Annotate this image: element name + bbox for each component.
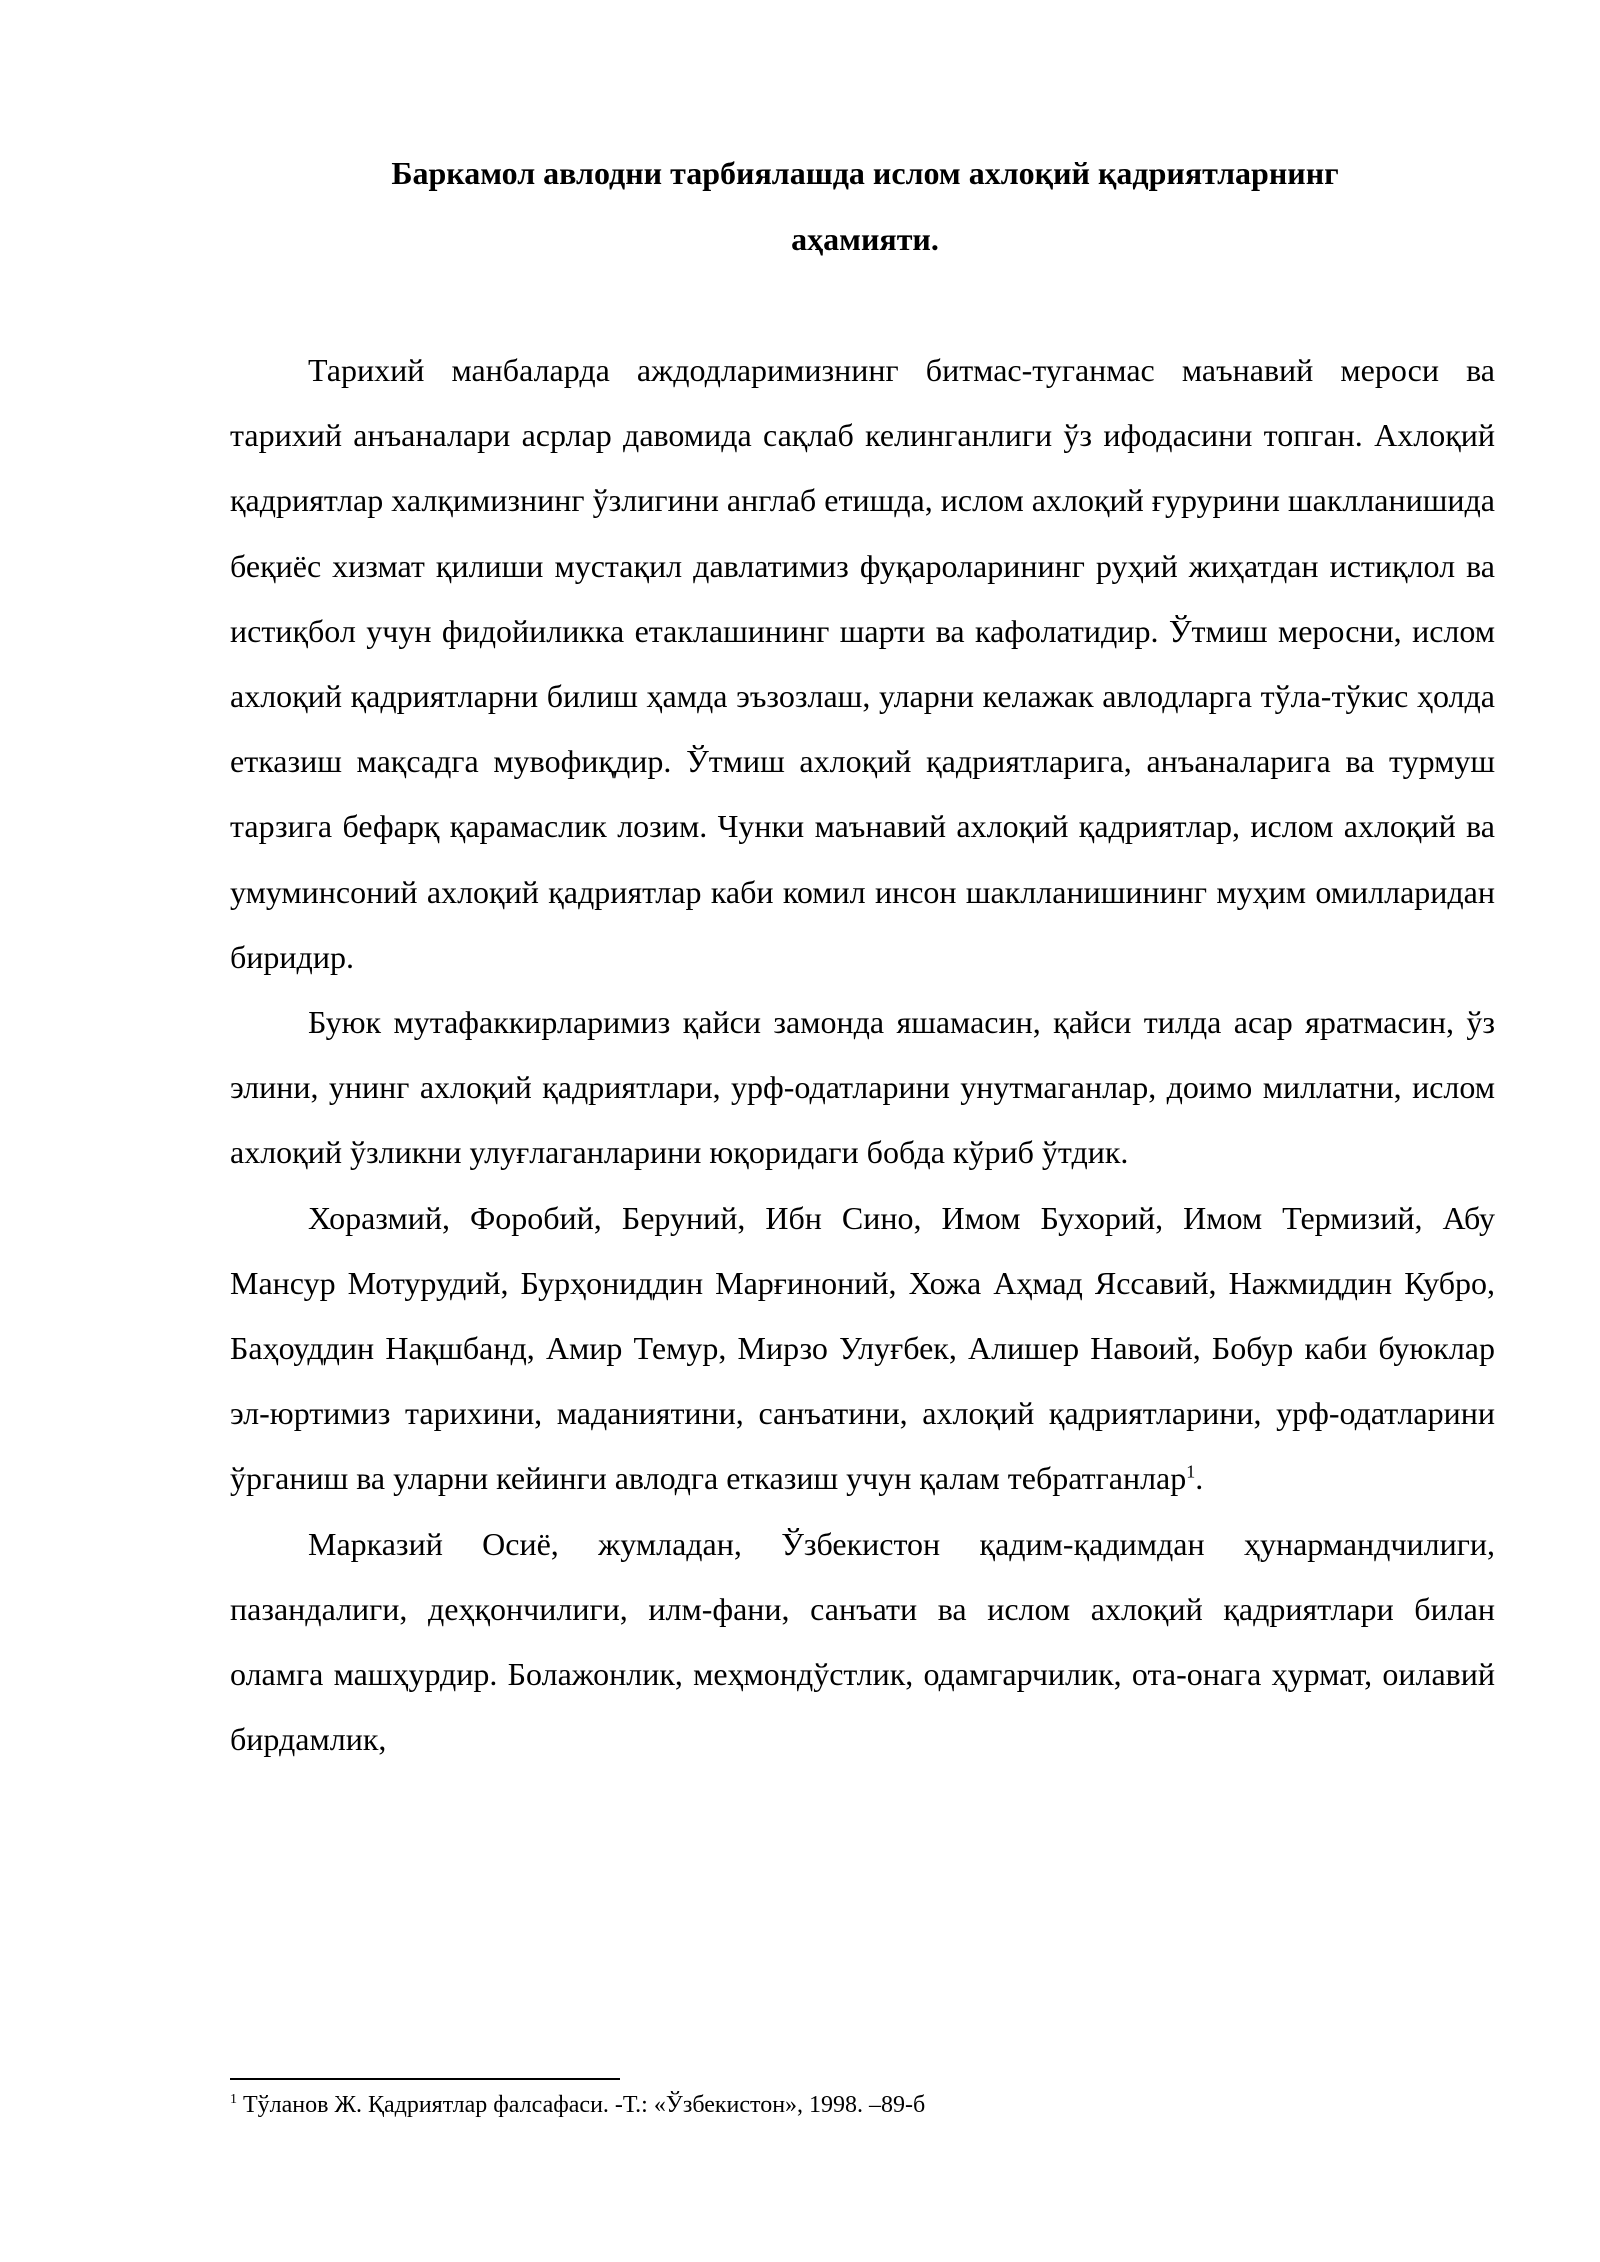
footnote-reference[interactable]: 1 bbox=[1186, 1461, 1196, 1482]
paragraph-3-end: . bbox=[1195, 1460, 1204, 1497]
paragraph-3 bbox=[230, 1186, 1495, 1512]
paragraph-3-text: Хоразмий, Форобий, Беруний, Ибн Сино, Имом Бухорий, Имом Термизий, Абу Мансур Мотурудий, Бурҳониддин Марғиноний, Хожа Аҳмад Яссавий, Нажмиддин Кубро, Баҳоуддин Нақшбанд, Амир Темур, Мирзо Улуғбек, Алишер Навоий, Бобур каби буюклар эл-юртимиз тарихини, маданиятини, санъатини, ахлоқий қадриятларини, урф-одатларини ўрганиш ва уларни кейинги авлодга етказиш учун қалам тебратганлар bbox=[230, 1199, 1495, 1497]
footnote-number: 1 bbox=[230, 2092, 237, 2107]
footnote-separator bbox=[230, 2078, 620, 2080]
title-line-2: аҳамияти. bbox=[791, 221, 939, 257]
footnote-text: Тўланов Ж. Қадриятлар фалсафаси. -Т.: «Ўзбекистон», 1998. –89-б bbox=[237, 2092, 926, 2118]
paragraph-1: Тарихий манбаларда аждодларимизнинг битмас-туганмас маънавий мероси ва тарихий анъаналари асрлар давомида сақлаб келинганлиги ўз ифодасини топган. Ахлоқий қадриятлар халқимизнинг ўзлигини англаб етишда, ислом ахлоқий ғурурини шаклланишида беқиёс хизмат қилиши мустақил давлатимиз фуқароларининг руҳий жиҳатдан истиқлол ва истиқбол учун фидойиликка етаклашининг шарти ва кафолатидир. Ўтмиш меросни, ислом ахлоқий қадриятларни билиш ҳамда эъзозлаш, уларни келажак авлодларга тўла-тўкис ҳолда етказиш мақсадга мувофиқдир. Ўтмиш ахлоқий қадриятларига, анъаналарига ва турмуш тарзига бефарқ қарамаслик лозим. Чунки маънавий ахлоқий қадриятлар, ислом ахлоқий ва умуминсоний ахлоқий қадриятлар каби комил инсон шаклланишининг муҳим омилларидан биридир. bbox=[230, 352, 1495, 975]
paragraph-2: Буюк мутафаккирларимиз қайси замонда яшамасин, қайси тилда асар яратмасин, ўз элини, унинг ахлоқий қадриятлари, урф-одатларини унутмаганлар, доимо миллатни, ислом ахлоқий ўзликни улуғлаганларини юқоридаги бобда кўриб ўтдик. bbox=[230, 1004, 1495, 1171]
paragraph-4: Марказий Осиё, жумладан, Ўзбекистон қадим-қадимдан ҳунармандчилиги, пазандалиги, деҳқончилиги, илм-фани, санъати ва ислом ахлоқий қадриятлари билан оламга машҳурдир. Болажонлик, меҳмондўстлик, одамгарчилик, ота-онага ҳурмат, оилавий бирдамлик, bbox=[230, 1525, 1495, 1758]
document-body bbox=[230, 338, 1495, 1772]
title-line-1: Баркамол авлодни тарбиялашда ислом ахлоқий қадриятларнинг bbox=[391, 155, 1339, 191]
footnote bbox=[230, 2090, 1495, 2120]
document-title bbox=[230, 140, 1500, 272]
